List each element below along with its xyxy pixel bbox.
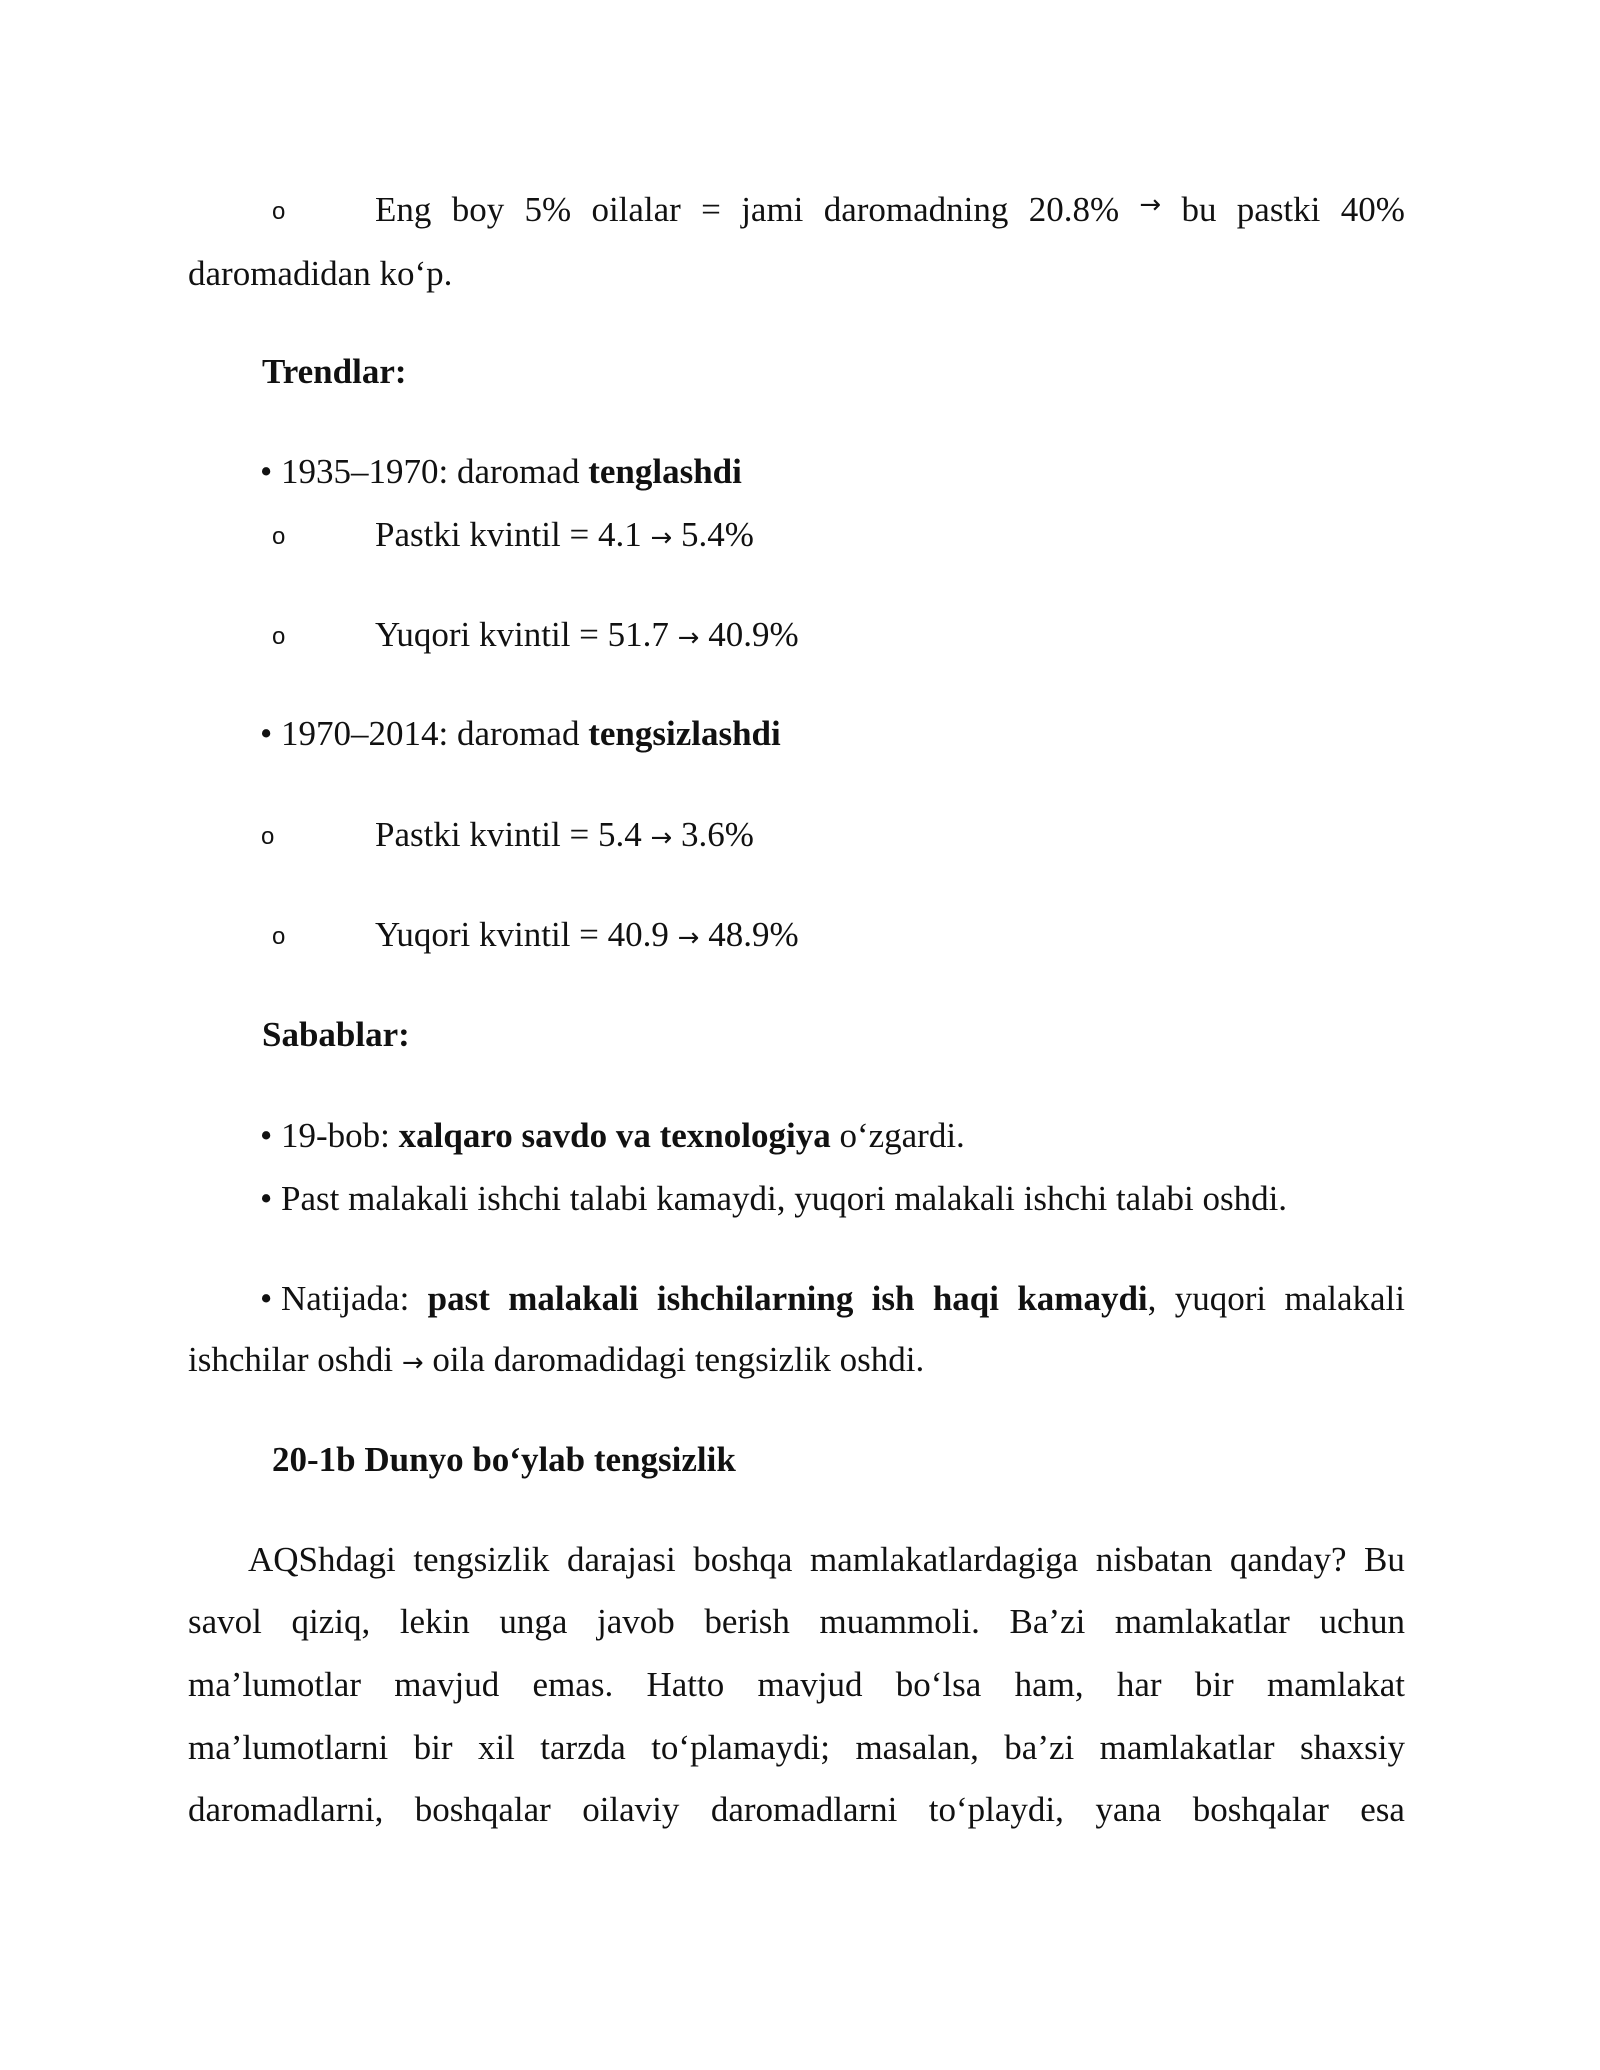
word: bir: [1194, 1665, 1234, 1704]
word: savol: [188, 1602, 262, 1641]
word: har: [1116, 1665, 1162, 1704]
p2-lower-quintile: [375, 817, 754, 852]
word: shaxsiy: [1299, 1728, 1405, 1767]
period-result: tengsizlashdi: [588, 714, 781, 753]
word: mavjud: [394, 1665, 500, 1704]
quintile-value: 48.9%: [699, 915, 799, 954]
sub-bullet-marker: o: [272, 923, 286, 950]
word: haqi: [932, 1279, 999, 1318]
word: boy: [451, 190, 505, 229]
word: Hatto: [646, 1665, 725, 1704]
word: daromadlarni: [710, 1790, 898, 1829]
arrow-icon: →: [1139, 190, 1162, 220]
bullet-icon: •: [260, 1179, 273, 1218]
cause-item-trade-technology: [260, 1118, 965, 1153]
word: pastki: [1236, 190, 1321, 229]
arrow-icon: →: [650, 523, 673, 553]
word: to‘playdi,: [928, 1790, 1064, 1829]
bullet-icon: •: [260, 714, 273, 753]
word: uchun: [1319, 1602, 1405, 1641]
word: to‘plamaydi;: [651, 1728, 831, 1767]
word: mamlakatlar: [1099, 1728, 1275, 1767]
word: malakali: [1284, 1279, 1405, 1318]
paragraph-line: [188, 1667, 1405, 1702]
word: jami: [741, 190, 804, 229]
p2-upper-quintile: [375, 917, 799, 952]
word: yana: [1095, 1790, 1162, 1829]
paragraph-line: [248, 1542, 1405, 1577]
word: boshqalar: [1192, 1790, 1329, 1829]
paragraph-line: [188, 1604, 1405, 1639]
p1-lower-quintile: [375, 517, 754, 552]
word: berish: [704, 1602, 790, 1641]
word: javob: [597, 1602, 675, 1641]
word: 20.8%: [1028, 190, 1120, 229]
period-result: tenglashdi: [588, 452, 742, 491]
p1-upper-quintile: [375, 617, 799, 652]
income-share-line: [375, 192, 1405, 227]
word: malakali: [508, 1279, 639, 1318]
word: bir: [413, 1728, 453, 1767]
cause-result-continuation: [188, 1342, 924, 1377]
word: bo‘lsa: [895, 1665, 982, 1704]
word: tarzda: [540, 1728, 626, 1767]
word: past: [427, 1279, 490, 1318]
result-label: [260, 1281, 409, 1316]
quintile-value: 3.6%: [672, 815, 754, 854]
word: unga: [499, 1602, 568, 1641]
word: emas.: [532, 1665, 614, 1704]
result-text: ishchilar oshdi: [188, 1340, 402, 1379]
word: masalan,: [855, 1728, 979, 1767]
sub-bullet-marker: o: [272, 198, 286, 225]
sub-bullet-marker: o: [261, 823, 275, 850]
word: Ba’zi: [1009, 1602, 1086, 1641]
word: oilalar: [591, 190, 681, 229]
bullet-icon: •: [260, 452, 273, 491]
word: =: [701, 190, 721, 229]
cause-text: 19-bob:: [281, 1116, 399, 1155]
quintile-text: Yuqori kvintil = 51.7: [375, 615, 678, 654]
trends-heading: Trendlar:: [262, 352, 407, 391]
quintile-value: 40.9%: [699, 615, 799, 654]
word: muammoli.: [819, 1602, 980, 1641]
period-text: 1970–2014: daromad: [281, 714, 589, 753]
word: mavjud: [757, 1665, 863, 1704]
quintile-value: 5.4%: [672, 515, 754, 554]
word: daromadning: [823, 190, 1009, 229]
cause-text: o‘zgardi.: [830, 1116, 965, 1155]
quintile-text: Pastki kvintil = 4.1: [375, 515, 651, 554]
result-label-text: Natijada:: [281, 1279, 410, 1318]
word: darajasi: [566, 1540, 676, 1579]
word: tengsizlik: [413, 1540, 550, 1579]
cause-emphasis: xalqaro savdo va texnologiya: [398, 1116, 831, 1155]
word: ish: [871, 1279, 915, 1318]
cause-item-result: [260, 1281, 1405, 1316]
word: 5%: [524, 190, 572, 229]
word: oilaviy: [582, 1790, 680, 1829]
word: [1017, 1281, 1156, 1316]
word: ma’lumotlarni: [188, 1728, 389, 1767]
bullet-icon: •: [260, 1279, 273, 1318]
cause-item-skill-demand: [260, 1181, 1287, 1216]
word: ham,: [1014, 1665, 1084, 1704]
word-bold: kamaydi: [1017, 1279, 1148, 1318]
word: Eng: [375, 190, 432, 229]
arrow-icon: →: [401, 1348, 424, 1378]
word: ishchilarning: [656, 1279, 854, 1318]
word: xil: [477, 1728, 515, 1767]
sub-bullet-marker: o: [272, 523, 286, 550]
word: qiziq,: [291, 1602, 371, 1641]
arrow-icon: →: [650, 823, 673, 853]
arrow-icon: →: [677, 923, 700, 953]
word: esa: [1360, 1790, 1405, 1829]
result-text: oila daromadidagi tengsizlik oshdi.: [423, 1340, 925, 1379]
word: ma’lumotlar: [188, 1665, 362, 1704]
paragraph-line: [188, 1730, 1405, 1765]
quintile-text: Pastki kvintil = 5.4: [375, 815, 651, 854]
causes-heading: Sabablar:: [262, 1015, 410, 1054]
word: 40%: [1340, 190, 1405, 229]
section-heading: 20-1b Dunyo bo‘ylab tengsizlik: [272, 1440, 736, 1479]
word: lekin: [399, 1602, 470, 1641]
income-share-continuation: daromadidan ko‘p.: [188, 254, 453, 293]
trend-period-1935-1970: [260, 454, 742, 489]
bullet-icon: •: [260, 1116, 273, 1155]
word: ba’zi: [1004, 1728, 1075, 1767]
comma: ,: [1147, 1279, 1157, 1318]
period-text: 1935–1970: daromad: [281, 452, 589, 491]
quintile-text: Yuqori kvintil = 40.9: [375, 915, 678, 954]
sub-bullet-marker: o: [272, 623, 286, 650]
word: mamlakat: [1266, 1665, 1405, 1704]
word: AQShdagi: [248, 1540, 396, 1579]
word: Bu: [1364, 1540, 1405, 1579]
cause-text: Past malakali ishchi talabi kamaydi, yuqori malakali ishchi talabi oshdi.: [281, 1179, 1288, 1218]
paragraph-line: [188, 1792, 1405, 1827]
arrow-icon: →: [677, 623, 700, 653]
word: yuqori: [1174, 1279, 1267, 1318]
word: mamlakatlar: [1114, 1602, 1290, 1641]
word: boshqa: [693, 1540, 793, 1579]
word: nisbatan: [1095, 1540, 1213, 1579]
trend-period-1970-2014: [260, 716, 781, 751]
word: bu: [1181, 190, 1217, 229]
word: mamlakatlardagiga: [809, 1540, 1079, 1579]
word: qanday?: [1229, 1540, 1347, 1579]
word: daromadlarni,: [188, 1790, 384, 1829]
word: boshqalar: [414, 1790, 551, 1829]
